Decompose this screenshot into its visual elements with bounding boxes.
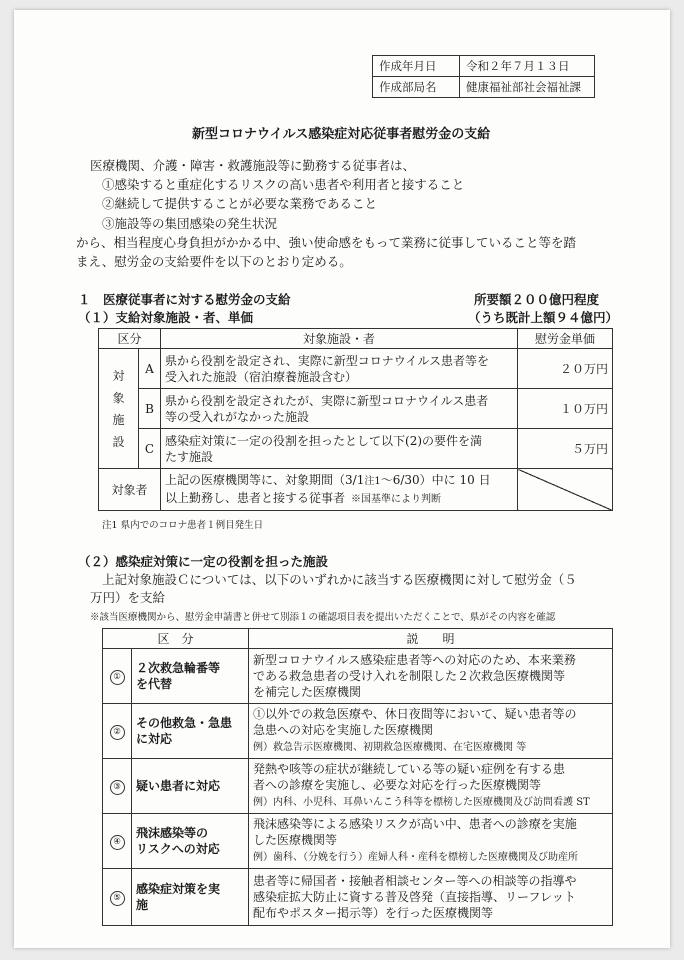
payment-header-facility: 対象施設・者 (161, 329, 518, 349)
section2-heading: （２）感染症対策に一定の役割を担った施設 (78, 554, 329, 569)
payment-row-desc: 感染症対策に一定の役割を担ったとして以下(2)の要件を満 (165, 433, 483, 448)
criteria-category: 感染症対策を実 (136, 882, 221, 896)
criteria-desc-cont: 配布やポスター掲示等）を行った医療機関等 (253, 906, 494, 920)
payment-target-desc-cont: 以上勤務し、患者と接する従事者 (165, 490, 346, 505)
criteria-example: 例）歯科、（分娩を行う）産婦人科・産科を標榜した医療機関及び助産所 (253, 852, 579, 863)
criteria-example: 例）内科、小児科、耳鼻いんこう科等を標榜した医療機関及び訪問看護 ST (253, 797, 590, 808)
criteria-desc-cont: である救急患者の受け入れを制限した２次救急医療機関等 (253, 669, 566, 683)
section2-paragraph-2: 万円）を支給 (90, 590, 166, 605)
criteria-header-description: 説 明 (249, 629, 613, 649)
document-meta-table (372, 55, 595, 98)
intro-line-2: から、相当程度心身負担がかかる中、強い使命感をもって業務に従事していること等を踏 (76, 235, 577, 250)
meta-dept-label: 作成部局名 (373, 77, 460, 98)
section1-budget: （うち既計上額９４億円） (468, 310, 619, 325)
payment-row-code: A (139, 349, 161, 389)
meta-date-value: 令和２年７月１３日 (460, 56, 595, 77)
criteria-number: ③ (110, 780, 125, 795)
criteria-number: ① (110, 670, 125, 685)
criteria-desc: 患者等に帰国者・接触者相談センター等への相談等の指導や (253, 874, 577, 888)
intro-item-1: ①感染すると重症化するリスクの高い患者や利用者と接すること (102, 177, 465, 192)
table-row (103, 759, 613, 814)
table-row (99, 429, 613, 469)
document-title: 新型コロナウイルス感染症対応従事者慰労金の支給 (192, 127, 491, 142)
criteria-desc-cont: した医療機関等 (253, 833, 338, 847)
criteria-desc: 飛沫感染等による感染リスクが高い中、患者への診療を実施 (253, 817, 577, 831)
payment-table (98, 328, 613, 511)
payment-target-label: 対象者 (99, 469, 161, 511)
payment-row-desc-cont: 等の受入れがなかった施設 (165, 409, 310, 424)
criteria-number: ④ (110, 835, 125, 850)
table-row (99, 469, 613, 511)
criteria-category-cont: 施 (136, 898, 149, 912)
payment-row-code: C (139, 429, 161, 469)
payment-row-price: ５万円 (518, 429, 613, 469)
payment-row-price: ２０万円 (518, 349, 613, 389)
criteria-category-cont: を代替 (136, 677, 173, 691)
criteria-number: ② (110, 725, 125, 740)
criteria-desc-cont: 者への診療を実施し、必要な対応を行った医療機関等 (253, 778, 542, 792)
intro-item-2: ②継続して提供することが必要な業務であること (102, 196, 378, 211)
section2-paragraph-1: 上記対象施設Ｃについては、以下のいずれかに該当する医療機関に対して慰労金（５ (102, 572, 577, 587)
document-page (14, 10, 670, 948)
diagonal-empty-cell (518, 469, 613, 511)
payment-header-price: 慰労金単価 (518, 329, 613, 349)
payment-target-desc: 上記の医療機関等に、対象期間（3/1 (165, 472, 365, 487)
table-row (103, 869, 613, 926)
payment-target-asterisk: ※国基準により判断 (351, 493, 442, 505)
payment-row-desc: 県から役割を設定され、実際に新型コロナウイルス患者等を (165, 353, 490, 368)
payment-target-desc-period: ～6/30）中に 10 日 (380, 472, 491, 487)
table-row (103, 649, 613, 704)
section1-heading: １ 医療従事者に対する慰労金の支給 (78, 292, 291, 307)
payment-header-category: 区分 (99, 329, 161, 349)
criteria-desc-cont: 急患への対応を実施した医療機関 (253, 723, 434, 737)
criteria-category: ２次救急輪番等 (136, 661, 221, 675)
criteria-desc-cont: を補完した医療機関 (253, 685, 362, 699)
table-row (99, 349, 613, 389)
payment-row-price: １０万円 (518, 389, 613, 429)
section1-subheading: （１）支給対象施設・者、単価 (78, 310, 254, 325)
criteria-desc-cont: 感染症拡大防止に資する普及啓発（直接指導、リーフレット (253, 890, 576, 904)
criteria-example: 例）救急告示医療機関、初期救急医療機関、在宅医療機関 等 (253, 742, 527, 753)
payment-row-desc-cont: 受入れた施設（宿泊療養施設含む） (165, 369, 358, 384)
section2-note: ※該当医療機関から、慰労金申請書と併せて別添１の確認項目表を提出いただくことで、県がその内容を確認 (90, 612, 556, 623)
meta-dept-value: 健康福祉部社会福祉課 (460, 77, 595, 98)
intro-line-1: 医療機関、介護・障害・救護施設等に勤務する従事者は、 (90, 158, 416, 173)
criteria-category: その他救急・急患 (136, 716, 233, 730)
payment-target-note-ref: 注1 (364, 475, 381, 487)
criteria-category: 飛沫感染等の (136, 826, 209, 840)
criteria-desc: 発熱や咳等の症状が継続している等の疑い症例を有する患 (253, 762, 566, 776)
criteria-table (102, 628, 613, 926)
criteria-desc: ①以外での救急医療や、休日夜間等において、疑い患者等の (253, 707, 577, 721)
payment-row-desc-cont: たす施設 (165, 449, 214, 464)
table-row (103, 814, 613, 869)
footnote-1: 注1 県内でのコロナ患者１例目発生日 (102, 520, 264, 531)
payment-row-code: B (139, 389, 161, 429)
payment-row-desc: 県から役割を設定されたが、実際に新型コロナウイルス患者 (165, 393, 489, 408)
table-row (103, 704, 613, 759)
criteria-category-cont: に対応 (136, 732, 173, 746)
section1-amount: 所要額２００億円程度 (474, 292, 600, 307)
criteria-category: 疑い患者に対応 (136, 779, 221, 793)
intro-line-3: まえ、慰労金の支給要件を以下のとおり定める。 (76, 254, 352, 269)
meta-date-label: 作成年月日 (373, 56, 460, 77)
table-row (99, 389, 613, 429)
intro-item-3: ③施設等の集団感染の発生状況 (102, 216, 278, 231)
criteria-desc: 新型コロナウイルス感染症患者等への対応のため、本来業務 (253, 653, 576, 667)
criteria-header-category: 区 分 (103, 629, 249, 649)
criteria-category-cont: リスクへの対応 (136, 842, 220, 856)
criteria-number: ⑤ (110, 891, 125, 906)
payment-group-label: 対象施設 (112, 368, 125, 449)
